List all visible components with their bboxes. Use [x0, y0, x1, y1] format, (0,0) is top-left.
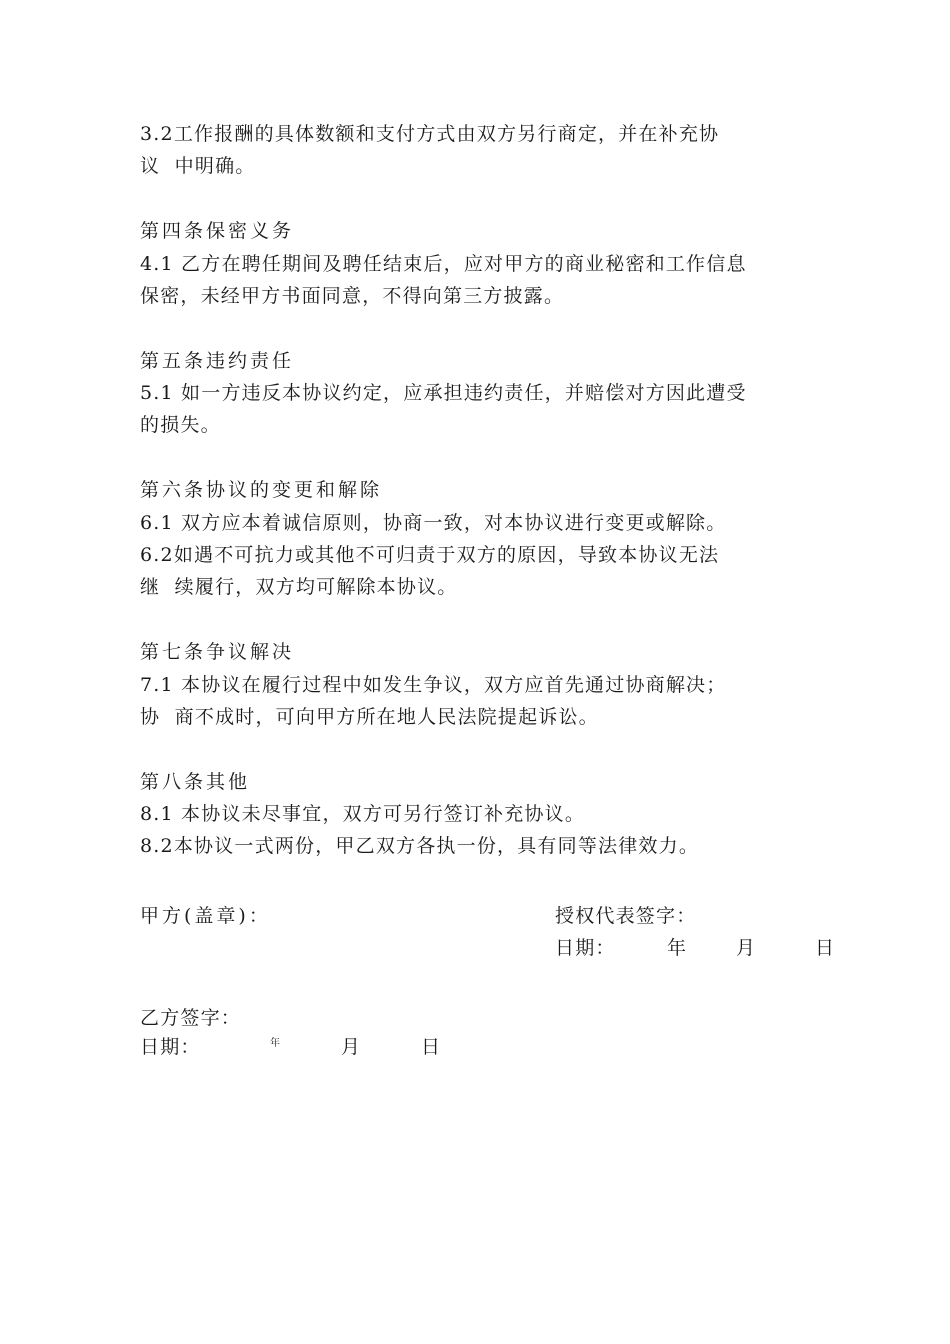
authorized-rep-label: 授权代表签字：: [555, 905, 697, 927]
party-b-date-label: 日期：: [140, 1036, 201, 1058]
party-b-year-label: 年: [270, 1038, 282, 1049]
clause-7-1-line-2: 协 商不成时，可向甲方所在地人民法院提起诉讼。: [140, 706, 599, 728]
clause-5-1-line-2: 的损失。: [140, 414, 221, 436]
article-5-heading: 第五条违约责任: [140, 350, 295, 372]
party-a-day-label: 日: [815, 937, 836, 959]
party-a-year-label: 年: [667, 937, 688, 959]
clause-6-1: 6.1 双方应本着诚信原则，协商一致，对本协议进行变更或解除。: [140, 512, 727, 534]
clause-5-1-line-1: 5.1 如一方违反本协议约定，应承担违约责任，并赔偿对方因此遭受: [140, 382, 747, 404]
party-b-month-label: 月: [341, 1036, 362, 1058]
article-6-heading: 第六条协议的变更和解除: [140, 479, 383, 501]
article-4-heading: 第四条保密义务: [140, 220, 295, 242]
party-b-day-label: 日: [421, 1036, 442, 1058]
party-a-date-label: 日期：: [555, 937, 616, 959]
clause-3-2-line-2: 议 中明确。: [140, 155, 256, 177]
clause-6-2-line-1: 6.2如遇不可抗力或其他不可归责于双方的原因，导致本协议无法: [140, 544, 720, 566]
party-a-seal-label: 甲方(盖章)：: [140, 905, 271, 927]
clause-8-2: 8.2本协议一式两份，甲乙双方各执一份，具有同等法律效力。: [140, 835, 700, 857]
clause-8-1: 8.1 本协议未尽事宜，双方可另行签订补充协议。: [140, 803, 586, 825]
article-8-heading: 第八条其他: [140, 771, 251, 793]
clause-4-1-line-1: 4.1 乙方在聘任期间及聘任结束后，应对甲方的商业秘密和工作信息: [140, 253, 747, 275]
party-a-month-label: 月: [736, 937, 757, 959]
party-b-sign-label: 乙方签字：: [140, 1007, 242, 1029]
clause-4-1-line-2: 保密，未经甲方书面同意，不得向第三方披露。: [140, 285, 565, 307]
clause-3-2-line-1: 3.2工作报酬的具体数额和支付方式由双方另行商定，并在补充协: [140, 123, 720, 145]
article-7-heading: 第七条争议解决: [140, 641, 295, 663]
clause-6-2-line-2: 继 续履行，双方均可解除本协议。: [140, 576, 458, 598]
clause-7-1-line-1: 7.1 本协议在履行过程中如发生争议，双方应首先通过协商解决；: [140, 674, 727, 696]
